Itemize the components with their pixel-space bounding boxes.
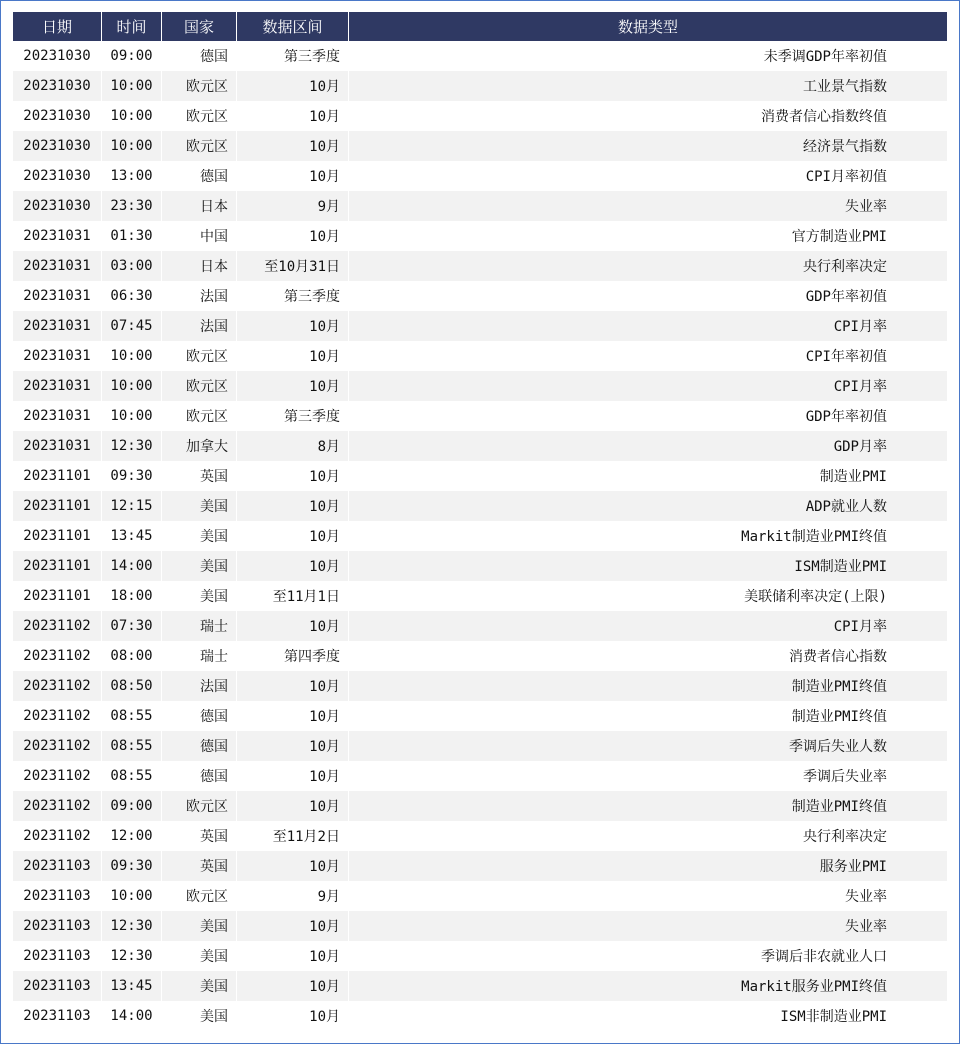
time-cell: 12:30	[102, 431, 162, 461]
period-cell: 10月	[237, 71, 349, 101]
period-cell: 10月	[237, 221, 349, 251]
country-cell: 欧元区	[162, 131, 237, 161]
period-cell: 10月	[237, 851, 349, 881]
time-cell: 08:00	[102, 641, 162, 671]
country-cell: 法国	[162, 281, 237, 311]
country-cell: 欧元区	[162, 881, 237, 911]
time-cell: 06:30	[102, 281, 162, 311]
date-cell: 20231101	[13, 461, 102, 491]
table-row	[13, 791, 947, 821]
data-type-cell: CPI月率	[349, 371, 947, 401]
table-row	[13, 611, 947, 641]
country-cell: 日本	[162, 191, 237, 221]
period-cell: 10月	[237, 911, 349, 941]
time-cell: 14:00	[102, 551, 162, 581]
period-cell: 10月	[237, 131, 349, 161]
time-cell: 03:00	[102, 251, 162, 281]
data-type-cell: ISM非制造业PMI	[349, 1001, 947, 1031]
country-cell: 德国	[162, 701, 237, 731]
country-cell: 美国	[162, 941, 237, 971]
time-cell: 07:30	[102, 611, 162, 641]
country-cell: 美国	[162, 581, 237, 611]
data-type-cell: 制造业PMI终值	[349, 701, 947, 731]
date-cell: 20231031	[13, 221, 102, 251]
table-row	[13, 1001, 947, 1031]
data-type-cell: 工业景气指数	[349, 71, 947, 101]
period-cell: 10月	[237, 551, 349, 581]
table-row	[13, 521, 947, 551]
period-cell: 10月	[237, 731, 349, 761]
table-row	[13, 221, 947, 251]
period-cell: 8月	[237, 431, 349, 461]
period-cell: 10月	[237, 971, 349, 1001]
header-period[interactable]: 数据区间	[237, 12, 349, 41]
date-cell: 20231102	[13, 791, 102, 821]
period-cell: 第四季度	[237, 641, 349, 671]
date-cell: 20231030	[13, 131, 102, 161]
date-cell: 20231101	[13, 491, 102, 521]
period-cell: 9月	[237, 881, 349, 911]
country-cell: 英国	[162, 461, 237, 491]
table-row	[13, 731, 947, 761]
date-cell: 20231103	[13, 881, 102, 911]
data-type-cell: 消费者信心指数终值	[349, 101, 947, 131]
time-cell: 10:00	[102, 401, 162, 431]
table-row	[13, 401, 947, 431]
data-type-cell: Markit制造业PMI终值	[349, 521, 947, 551]
time-cell: 12:30	[102, 941, 162, 971]
date-cell: 20231102	[13, 611, 102, 641]
date-cell: 20231102	[13, 731, 102, 761]
time-cell: 08:55	[102, 701, 162, 731]
data-type-cell: 制造业PMI	[349, 461, 947, 491]
data-type-cell: ISM制造业PMI	[349, 551, 947, 581]
date-cell: 20231102	[13, 641, 102, 671]
country-cell: 法国	[162, 311, 237, 341]
data-type-cell: CPI月率初值	[349, 161, 947, 191]
table-row	[13, 461, 947, 491]
data-type-cell: 央行利率决定	[349, 821, 947, 851]
country-cell: 美国	[162, 551, 237, 581]
period-cell: 10月	[237, 311, 349, 341]
country-cell: 德国	[162, 731, 237, 761]
table-row	[13, 161, 947, 191]
period-cell: 10月	[237, 941, 349, 971]
data-type-cell: 季调后非农就业人口	[349, 941, 947, 971]
data-type-cell: 失业率	[349, 881, 947, 911]
time-cell: 08:55	[102, 731, 162, 761]
table-header	[13, 12, 947, 41]
date-cell: 20231031	[13, 431, 102, 461]
table-row	[13, 851, 947, 881]
date-cell: 20231031	[13, 281, 102, 311]
data-type-cell: CPI年率初值	[349, 341, 947, 371]
data-type-cell: CPI月率	[349, 311, 947, 341]
table-row	[13, 41, 947, 71]
period-cell: 10月	[237, 1001, 349, 1031]
data-type-cell: 官方制造业PMI	[349, 221, 947, 251]
header-row	[13, 12, 947, 41]
table-row	[13, 251, 947, 281]
time-cell: 07:45	[102, 311, 162, 341]
period-cell: 10月	[237, 491, 349, 521]
period-cell: 第三季度	[237, 41, 349, 71]
country-cell: 美国	[162, 491, 237, 521]
period-cell: 10月	[237, 101, 349, 131]
date-cell: 20231030	[13, 161, 102, 191]
data-type-cell: GDP月率	[349, 431, 947, 461]
country-cell: 德国	[162, 41, 237, 71]
time-cell: 10:00	[102, 341, 162, 371]
period-cell: 至11月2日	[237, 821, 349, 851]
date-cell: 20231101	[13, 551, 102, 581]
country-cell: 欧元区	[162, 101, 237, 131]
time-cell: 23:30	[102, 191, 162, 221]
table-row	[13, 881, 947, 911]
date-cell: 20231103	[13, 851, 102, 881]
table-row	[13, 371, 947, 401]
data-type-cell: 季调后失业人数	[349, 731, 947, 761]
data-type-cell: 失业率	[349, 191, 947, 221]
country-cell: 美国	[162, 911, 237, 941]
date-cell: 20231102	[13, 701, 102, 731]
date-cell: 20231103	[13, 1001, 102, 1031]
data-type-cell: 制造业PMI终值	[349, 671, 947, 701]
date-cell: 20231030	[13, 71, 102, 101]
period-cell: 10月	[237, 461, 349, 491]
data-type-cell: 央行利率决定	[349, 251, 947, 281]
country-cell: 德国	[162, 161, 237, 191]
data-type-cell: 失业率	[349, 911, 947, 941]
table-row	[13, 581, 947, 611]
date-cell: 20231101	[13, 581, 102, 611]
table-row	[13, 701, 947, 731]
time-cell: 13:45	[102, 521, 162, 551]
table-row	[13, 131, 947, 161]
period-cell: 第三季度	[237, 281, 349, 311]
country-cell: 欧元区	[162, 791, 237, 821]
country-cell: 美国	[162, 971, 237, 1001]
time-cell: 10:00	[102, 881, 162, 911]
period-cell: 10月	[237, 341, 349, 371]
table-row	[13, 431, 947, 461]
period-cell: 10月	[237, 761, 349, 791]
time-cell: 09:30	[102, 461, 162, 491]
country-cell: 英国	[162, 851, 237, 881]
date-cell: 20231030	[13, 101, 102, 131]
time-cell: 09:30	[102, 851, 162, 881]
table-body	[13, 41, 947, 1031]
date-cell: 20231031	[13, 311, 102, 341]
date-cell: 20231102	[13, 821, 102, 851]
table-row	[13, 641, 947, 671]
period-cell: 10月	[237, 521, 349, 551]
table-row	[13, 941, 947, 971]
header-date[interactable]: 日期	[13, 12, 102, 41]
data-type-cell: 季调后失业率	[349, 761, 947, 791]
time-cell: 14:00	[102, 1001, 162, 1031]
time-cell: 09:00	[102, 41, 162, 71]
table-row	[13, 281, 947, 311]
time-cell: 09:00	[102, 791, 162, 821]
country-cell: 日本	[162, 251, 237, 281]
table-row	[13, 101, 947, 131]
period-cell: 至10月31日	[237, 251, 349, 281]
country-cell: 英国	[162, 821, 237, 851]
data-type-cell: 制造业PMI终值	[349, 791, 947, 821]
date-cell: 20231102	[13, 761, 102, 791]
time-cell: 10:00	[102, 371, 162, 401]
country-cell: 加拿大	[162, 431, 237, 461]
table-row	[13, 311, 947, 341]
table-row	[13, 761, 947, 791]
date-cell: 20231103	[13, 941, 102, 971]
country-cell: 欧元区	[162, 341, 237, 371]
date-cell: 20231031	[13, 341, 102, 371]
time-cell: 10:00	[102, 101, 162, 131]
time-cell: 13:00	[102, 161, 162, 191]
time-cell: 08:50	[102, 671, 162, 701]
data-type-cell: 服务业PMI	[349, 851, 947, 881]
country-cell: 美国	[162, 1001, 237, 1031]
period-cell: 10月	[237, 161, 349, 191]
data-type-cell: 消费者信心指数	[349, 641, 947, 671]
country-cell: 欧元区	[162, 71, 237, 101]
date-cell: 20231031	[13, 371, 102, 401]
table-row	[13, 911, 947, 941]
country-cell: 德国	[162, 761, 237, 791]
table-row	[13, 821, 947, 851]
country-cell: 中国	[162, 221, 237, 251]
table-row	[13, 491, 947, 521]
date-cell: 20231031	[13, 401, 102, 431]
time-cell: 13:45	[102, 971, 162, 1001]
time-cell: 10:00	[102, 131, 162, 161]
country-cell: 瑞士	[162, 611, 237, 641]
date-cell: 20231103	[13, 911, 102, 941]
table-row	[13, 341, 947, 371]
country-cell: 瑞士	[162, 641, 237, 671]
table-row	[13, 191, 947, 221]
economic-calendar-table	[13, 12, 947, 1031]
period-cell: 10月	[237, 611, 349, 641]
data-type-cell: GDP年率初值	[349, 281, 947, 311]
time-cell: 08:55	[102, 761, 162, 791]
data-type-cell: CPI月率	[349, 611, 947, 641]
date-cell: 20231103	[13, 971, 102, 1001]
header-time[interactable]: 时间	[102, 12, 162, 41]
time-cell: 12:00	[102, 821, 162, 851]
table-row	[13, 551, 947, 581]
date-cell: 20231031	[13, 251, 102, 281]
time-cell: 18:00	[102, 581, 162, 611]
data-type-cell: Markit服务业PMI终值	[349, 971, 947, 1001]
date-cell: 20231030	[13, 191, 102, 221]
data-type-cell: ADP就业人数	[349, 491, 947, 521]
period-cell: 10月	[237, 701, 349, 731]
header-country[interactable]: 国家	[162, 12, 237, 41]
date-cell: 20231101	[13, 521, 102, 551]
country-cell: 欧元区	[162, 371, 237, 401]
data-type-cell: GDP年率初值	[349, 401, 947, 431]
header-data-type[interactable]: 数据类型	[349, 12, 947, 41]
country-cell: 欧元区	[162, 401, 237, 431]
period-cell: 10月	[237, 671, 349, 701]
country-cell: 美国	[162, 521, 237, 551]
time-cell: 12:15	[102, 491, 162, 521]
period-cell: 至11月1日	[237, 581, 349, 611]
date-cell: 20231030	[13, 41, 102, 71]
data-type-cell: 美联储利率决定(上限)	[349, 581, 947, 611]
table-row	[13, 71, 947, 101]
period-cell: 第三季度	[237, 401, 349, 431]
period-cell: 9月	[237, 191, 349, 221]
table-row	[13, 971, 947, 1001]
time-cell: 01:30	[102, 221, 162, 251]
data-type-cell: 未季调GDP年率初值	[349, 41, 947, 71]
period-cell: 10月	[237, 371, 349, 401]
data-type-cell: 经济景气指数	[349, 131, 947, 161]
date-cell: 20231102	[13, 671, 102, 701]
period-cell: 10月	[237, 791, 349, 821]
time-cell: 10:00	[102, 71, 162, 101]
country-cell: 法国	[162, 671, 237, 701]
time-cell: 12:30	[102, 911, 162, 941]
table-row	[13, 671, 947, 701]
